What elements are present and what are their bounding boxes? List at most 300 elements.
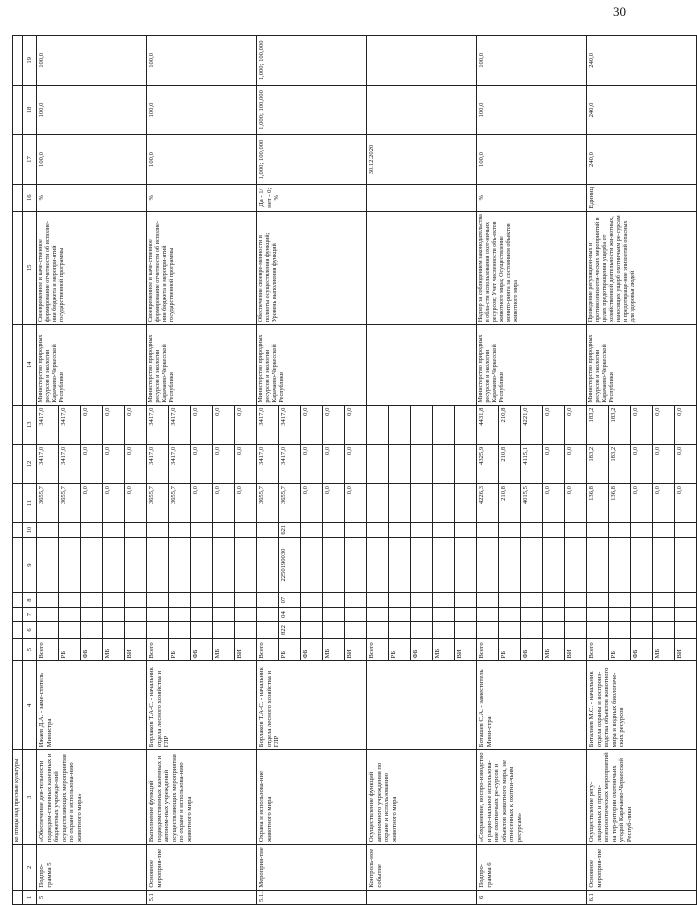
fund-source: ФБ (191, 638, 213, 661)
funding-value-year-3: 3417,0 (59, 405, 81, 444)
funding-value-year-1: 0,0 (323, 484, 345, 523)
indicator-name: Своевременное и каче-ственное формирование отчетности об исполне-нии бюджета и меропри-ятий государственной программы (147, 211, 257, 325)
fund-source: РБ (609, 638, 631, 661)
budget-code-type (81, 523, 103, 537)
responsible-person: Боташев С.А. - заместитель Мини-стра (477, 661, 587, 750)
funding-value-year-3: 183,2 (587, 405, 609, 444)
budget-code-section (499, 607, 521, 621)
budget-code-section (367, 607, 389, 621)
funding-value-year-3: 0,0 (191, 405, 213, 444)
budget-code-grbs (499, 622, 521, 639)
funding-value-year-2: 0,0 (323, 444, 345, 483)
funding-value-year-3: 183,2 (609, 405, 631, 444)
column-number-header: 6 (23, 622, 37, 639)
budget-code-type (345, 523, 367, 537)
funding-value-year-1: 4226,3 (477, 484, 499, 523)
page-number: 30 (613, 4, 626, 19)
budget-code-target (411, 537, 433, 593)
budget-code-section (235, 607, 257, 621)
budget-code-grbs (37, 622, 59, 639)
executing-ministry: Министерство природных ресурсов и экологии Карачаево-Черкесской Республики (477, 325, 587, 406)
item-type: Мероприя-тие (257, 845, 367, 890)
fund-source: Всего (147, 638, 169, 661)
budget-code-subsection (367, 593, 389, 607)
budget-code-target (345, 537, 367, 593)
fund-source: МБ (653, 638, 675, 661)
table-row (587, 36, 609, 905)
budget-code-grbs (587, 622, 609, 639)
budget-code-type (543, 523, 565, 537)
budget-code-target (213, 537, 235, 593)
budget-code-target (191, 537, 213, 593)
budget-code-section (521, 607, 543, 621)
funding-value-year-3: 0,0 (213, 405, 235, 444)
funding-value-year-1 (411, 484, 433, 523)
funding-value-year-1: 0,0 (675, 484, 697, 523)
funding-value-year-3: 3417,0 (279, 405, 301, 444)
fund-source: ФБ (631, 638, 653, 661)
column-number-header: 10 (23, 523, 37, 537)
column-number-header: 9 (23, 537, 37, 593)
funding-value-year-1 (433, 484, 455, 523)
budget-code-type (455, 523, 477, 537)
fund-source: ФБ (521, 638, 543, 661)
budget-code-grbs (323, 622, 345, 639)
indicator-value-year-2: 240,0 (587, 85, 697, 135)
rotated-table-page (12, 35, 683, 905)
column-number-header: 14 (23, 325, 37, 406)
budget-code-subsection (59, 593, 81, 607)
budget-code-target (59, 537, 81, 593)
funding-value-year-3 (367, 405, 389, 444)
budget-code-section (213, 607, 235, 621)
budget-code-subsection (103, 593, 125, 607)
budget-code-grbs (433, 622, 455, 639)
funding-value-year-2: 0,0 (543, 444, 565, 483)
column-number-header: 18 (23, 85, 37, 135)
fund-source: РБ (499, 638, 521, 661)
budget-code-type (389, 523, 411, 537)
fund-source: ВИ (455, 638, 477, 661)
responsible-person (367, 661, 477, 750)
fund-source: МБ (103, 638, 125, 661)
budget-code-target (609, 537, 631, 593)
funding-value-year-2: 0,0 (125, 444, 147, 483)
budget-code-subsection (455, 593, 477, 607)
budget-code-subsection (37, 593, 59, 607)
budget-code-grbs (125, 622, 147, 639)
fund-source: Всего (257, 638, 279, 661)
budget-code-target (323, 537, 345, 593)
budget-code-section (125, 607, 147, 621)
budget-code-type (499, 523, 521, 537)
fund-source: ФБ (411, 638, 433, 661)
budget-code-subsection (653, 593, 675, 607)
funding-value-year-2 (389, 444, 411, 483)
budget-code-type (191, 523, 213, 537)
funding-value-year-1: 0,0 (543, 484, 565, 523)
indicator-value-year-2 (367, 85, 477, 135)
item-name: Осуществление функций автономного учреждения по охране и использованию животного мира (367, 750, 477, 845)
budget-code-target (565, 537, 587, 593)
item-name: Осуществление регу-ляционных и проти-воэпизоотических мероприятий на тер-ритории охотничьих угодий Карачаево-Черкесской Респуб-лики (587, 750, 697, 845)
indicator-value-year-1: 1,000; 100,000 (257, 135, 367, 185)
item-name: Охрана и использова-ние животного мира (257, 750, 367, 845)
funding-value-year-1: 3655,7 (169, 484, 191, 523)
budget-code-type (521, 523, 543, 537)
budget-code-type (411, 523, 433, 537)
funding-value-year-2: 4115,1 (521, 444, 543, 483)
budget-code-target: 2250190030 (279, 537, 301, 593)
table-row (477, 36, 499, 905)
budget-code-target (235, 537, 257, 593)
indicator-unit: % (477, 184, 587, 211)
budget-code-section (103, 607, 125, 621)
budget-code-section (257, 607, 279, 621)
funding-value-year-3: 0,0 (565, 405, 587, 444)
budget-code-subsection (411, 593, 433, 607)
budget-code-type (103, 523, 125, 537)
item-type: Основное мероприя-тие (147, 845, 257, 890)
funding-value-year-3: 0,0 (125, 405, 147, 444)
budget-code-subsection (323, 593, 345, 607)
fund-source: ВИ (235, 638, 257, 661)
funding-value-year-3: 0,0 (631, 405, 653, 444)
funding-value-year-1: 0,0 (653, 484, 675, 523)
funding-value-year-1: 0,0 (213, 484, 235, 523)
budget-code-grbs (455, 622, 477, 639)
budget-code-grbs (609, 622, 631, 639)
funding-value-year-2: 0,0 (103, 444, 125, 483)
column-number-header: 17 (23, 135, 37, 185)
budget-code-grbs (191, 622, 213, 639)
column-number-header: 8 (23, 593, 37, 607)
item-type: Основное мероприя-тие (587, 845, 697, 890)
funding-value-year-3: 0,0 (323, 405, 345, 444)
budget-code-grbs (301, 622, 323, 639)
budget-code-target (367, 537, 389, 593)
indicator-value-year-2: 100,0 (477, 85, 587, 135)
budget-code-section (81, 607, 103, 621)
budget-code-target (477, 537, 499, 593)
budget-code-target (499, 537, 521, 593)
column-number-header: 3 (23, 750, 37, 845)
budget-code-target (631, 537, 653, 593)
indicator-name (367, 211, 477, 325)
indicator-unit: % (37, 184, 147, 211)
funding-value-year-3: 3417,0 (257, 405, 279, 444)
fund-source: ФБ (81, 638, 103, 661)
fund-source: РБ (59, 638, 81, 661)
budget-code-type (587, 523, 609, 537)
budget-code-section (631, 607, 653, 621)
budget-code-section (323, 607, 345, 621)
budget-code-section (191, 607, 213, 621)
fund-source: РБ (169, 638, 191, 661)
budget-code-section (411, 607, 433, 621)
column-number-header: 16 (23, 184, 37, 211)
budget-code-grbs (367, 622, 389, 639)
funding-value-year-2: 0,0 (235, 444, 257, 483)
budget-code-section (147, 607, 169, 621)
budget-code-target (675, 537, 697, 593)
table-body (37, 36, 697, 905)
budget-code-grbs (81, 622, 103, 639)
funding-value-year-2 (455, 444, 477, 483)
funding-value-year-1: 0,0 (103, 484, 125, 523)
budget-code-subsection: 07 (279, 593, 301, 607)
funding-value-year-2: 4325,9 (477, 444, 499, 483)
indicator-value-year-2: 1,000; 100,000 (257, 85, 367, 135)
budget-code-target (301, 537, 323, 593)
budget-code-type: 621 (279, 523, 301, 537)
column-number-header: 12 (23, 444, 37, 483)
funding-value-year-3 (455, 405, 477, 444)
item-type: Подпро-грамма 5 (37, 845, 147, 890)
funding-value-year-3: 0,0 (653, 405, 675, 444)
budget-code-target (543, 537, 565, 593)
column-number-header: 13 (23, 405, 37, 444)
funding-value-year-3: 3417,0 (147, 405, 169, 444)
fund-source: ВИ (345, 638, 367, 661)
funding-value-year-2: 0,0 (653, 444, 675, 483)
budget-code-subsection (433, 593, 455, 607)
funding-value-year-3 (411, 405, 433, 444)
executing-ministry (367, 325, 477, 406)
row-number (367, 890, 477, 904)
budget-code-type (433, 523, 455, 537)
funding-value-year-2: 0,0 (631, 444, 653, 483)
budget-code-subsection (257, 593, 279, 607)
fund-source: РБ (389, 638, 411, 661)
column-number-header: 5 (23, 638, 37, 661)
budget-code-subsection (301, 593, 323, 607)
indicator-value-year-1: 240,0 (587, 135, 697, 185)
budget-code-subsection (345, 593, 367, 607)
budget-code-grbs (257, 622, 279, 639)
column-number-header: 4 (23, 661, 37, 750)
funding-value-year-1: 3655,7 (147, 484, 169, 523)
budget-code-target (389, 537, 411, 593)
indicator-value-year-3: 1,000; 100,000 (257, 36, 367, 86)
budget-code-type (257, 523, 279, 537)
fund-source: ВИ (125, 638, 147, 661)
funding-value-year-2 (411, 444, 433, 483)
funding-value-year-3 (433, 405, 455, 444)
funding-value-year-3 (389, 405, 411, 444)
executing-ministry: Министерство природных ресурсов и экологии Карачаево-Черкесской Республики (257, 325, 367, 406)
budget-code-target (653, 537, 675, 593)
budget-code-section (543, 607, 565, 621)
funding-value-year-3: 3417,0 (169, 405, 191, 444)
budget-code-subsection (631, 593, 653, 607)
budget-code-section (301, 607, 323, 621)
indicator-name: Своевременное и каче-ственное формирование отчетности об исполне-нии бюджета и меропри-ятий государственной программы (37, 211, 147, 325)
budget-code-subsection (675, 593, 697, 607)
funding-value-year-2 (433, 444, 455, 483)
budget-code-subsection (609, 593, 631, 607)
funding-value-year-1: 0,0 (565, 484, 587, 523)
fund-source: МБ (213, 638, 235, 661)
budget-code-grbs (411, 622, 433, 639)
executing-ministry: Министерство природных ресурсов и экологии Карачаево-Черкесской Республики (147, 325, 257, 406)
indicator-value-year-3: 240,0 (587, 36, 697, 86)
funding-value-year-3: 0,0 (675, 405, 697, 444)
budget-code-section (477, 607, 499, 621)
responsible-person: Борлаков Т.А-С. - начальник отдела лесного хозяйства и ГЛР (257, 661, 367, 750)
budget-code-type (59, 523, 81, 537)
fund-source: Всего (477, 638, 499, 661)
funding-value-year-1: 4015,5 (521, 484, 543, 523)
indicator-value-year-3 (367, 36, 477, 86)
budget-code-subsection (125, 593, 147, 607)
funding-value-year-1: 3655,7 (279, 484, 301, 523)
budget-code-type (477, 523, 499, 537)
column-number-header: 2 (23, 845, 37, 890)
budget-code-grbs (235, 622, 257, 639)
funding-value-year-2: 3417,0 (257, 444, 279, 483)
funding-value-year-1: 210,8 (499, 484, 521, 523)
budget-code-grbs (59, 622, 81, 639)
row-number: 6 (477, 890, 587, 904)
budget-code-grbs (631, 622, 653, 639)
budget-code-section (433, 607, 455, 621)
indicator-unit: Единиц (587, 184, 697, 211)
fund-source: Всего (367, 638, 389, 661)
funding-value-year-3: 0,0 (81, 405, 103, 444)
budget-code-grbs (389, 622, 411, 639)
budget-code-type (631, 523, 653, 537)
budget-code-subsection (169, 593, 191, 607)
column-number-header: 1 (23, 890, 37, 904)
budget-code-grbs (169, 622, 191, 639)
budget-code-type (565, 523, 587, 537)
column-number-header: 7 (23, 607, 37, 621)
indicator-value-year-1: 100,0 (147, 135, 257, 185)
row-number: 5.1.1 (257, 890, 367, 904)
budget-code-type (125, 523, 147, 537)
budget-code-subsection (213, 593, 235, 607)
budget-code-section (37, 607, 59, 621)
budget-code-subsection (235, 593, 257, 607)
budget-code-section (455, 607, 477, 621)
funding-value-year-1 (389, 484, 411, 523)
indicator-name: Обеспечение своевре-менности и полноты осуществления функций; Уровень выполнения функций (257, 211, 367, 325)
budget-code-grbs (653, 622, 675, 639)
fund-source: Всего (587, 638, 609, 661)
item-type: Контроль-ное событие (367, 845, 477, 890)
budget-code-target (521, 537, 543, 593)
row-number: 5 (37, 890, 147, 904)
funding-value-year-2: 0,0 (675, 444, 697, 483)
budget-code-target (169, 537, 191, 593)
budget-code-section (587, 607, 609, 621)
indicator-value-year-3: 100,0 (147, 36, 257, 86)
fund-source: ВИ (565, 638, 587, 661)
budget-code-target (147, 537, 169, 593)
funding-value-year-3: 3417,0 (37, 405, 59, 444)
funding-value-year-2: 0,0 (191, 444, 213, 483)
program-table (12, 35, 697, 905)
responsible-person: Борлаков Т.А-С. - начальник отдела лесного хозяйства и ГЛР (147, 661, 257, 750)
funding-value-year-2: 3417,0 (147, 444, 169, 483)
fund-source: МБ (543, 638, 565, 661)
funding-value-year-1: 136,8 (587, 484, 609, 523)
budget-code-type (367, 523, 389, 537)
funding-value-year-2: 0,0 (565, 444, 587, 483)
funding-value-year-2: 0,0 (81, 444, 103, 483)
fund-source: РБ (279, 638, 301, 661)
budget-code-grbs: 822 (279, 622, 301, 639)
budget-code-grbs (521, 622, 543, 639)
funding-value-year-1: 0,0 (301, 484, 323, 523)
budget-code-target (103, 537, 125, 593)
funding-value-year-1 (367, 484, 389, 523)
item-name: «Обеспечение дея-тельности подведом-ственных казенных и бюджетных учрежде-ний осуществляющих мероприятия по охране и использова-нию животного мира» (37, 750, 147, 845)
funding-value-year-1: 136,8 (609, 484, 631, 523)
budget-code-type (653, 523, 675, 537)
budget-code-subsection (191, 593, 213, 607)
budget-code-type (301, 523, 323, 537)
funding-value-year-3: 0,0 (103, 405, 125, 444)
budget-code-type (609, 523, 631, 537)
item-name: «Сохранение, воспро-изводство и рацио-нальное использова-ние охотничьих ре-сурсов и объектов животного мира, не отнесенных к охотни-чьим ресурсам» (477, 750, 587, 845)
budget-code-type (323, 523, 345, 537)
budget-code-subsection (147, 593, 169, 607)
budget-code-type (675, 523, 697, 537)
fund-source: Всего (37, 638, 59, 661)
budget-code-subsection (477, 593, 499, 607)
funding-value-year-1: 0,0 (345, 484, 367, 523)
table-row (147, 36, 169, 905)
budget-code-grbs (675, 622, 697, 639)
funding-value-year-1 (455, 484, 477, 523)
budget-code-target (81, 537, 103, 593)
indicator-value-year-2: 100,0 (37, 85, 147, 135)
funding-value-year-2: 210,8 (499, 444, 521, 483)
budget-code-section: 04 (279, 607, 301, 621)
budget-code-grbs (345, 622, 367, 639)
funding-value-year-2: 183,2 (609, 444, 631, 483)
indicator-value-year-2: 100,0 (147, 85, 257, 135)
responsible-person: Биталиев М.С. - начальник отдела охраны и воспроиз-водства объектов животного мира и водных биологиче-ских ресурсов (587, 661, 697, 750)
indicator-value-year-1: 100,0 (37, 135, 147, 185)
funding-value-year-1: 0,0 (81, 484, 103, 523)
budget-code-grbs (543, 622, 565, 639)
budget-code-grbs (565, 622, 587, 639)
budget-code-type (169, 523, 191, 537)
executing-ministry: Министерство природных ресурсов и экологии Карачаево-Черкесской Республики (587, 325, 697, 406)
funding-value-year-1: 0,0 (631, 484, 653, 523)
budget-code-grbs (103, 622, 125, 639)
funding-value-year-3: 210,8 (499, 405, 521, 444)
funding-value-year-1: 3655,7 (37, 484, 59, 523)
table-row (367, 36, 389, 905)
indicator-unit: % (147, 184, 257, 211)
budget-code-section (675, 607, 697, 621)
budget-code-type (235, 523, 257, 537)
budget-code-subsection (587, 593, 609, 607)
budget-code-section (389, 607, 411, 621)
table-row (37, 36, 59, 905)
budget-code-grbs (213, 622, 235, 639)
item-type: Подпро-грамма 6 (477, 845, 587, 890)
fund-source: МБ (433, 638, 455, 661)
item-name: Выполнение функций подведомственных казенных и автоном-ных учреждений осуществляющих мероприятия по охране и использова-нию животного мира (147, 750, 257, 845)
budget-code-subsection (499, 593, 521, 607)
funding-value-year-1: 3655,7 (257, 484, 279, 523)
indicator-name: Проведение регуляцион-ных и противоэпизооти-ческих мероприятий в целях предотвращения ущерба от хозяйственной деятельности жи-вотных, наносящих ущерб охотничьим ре-сурсам и предотвраще-ние эпизоотий опасных для здоровья людей (587, 211, 697, 325)
